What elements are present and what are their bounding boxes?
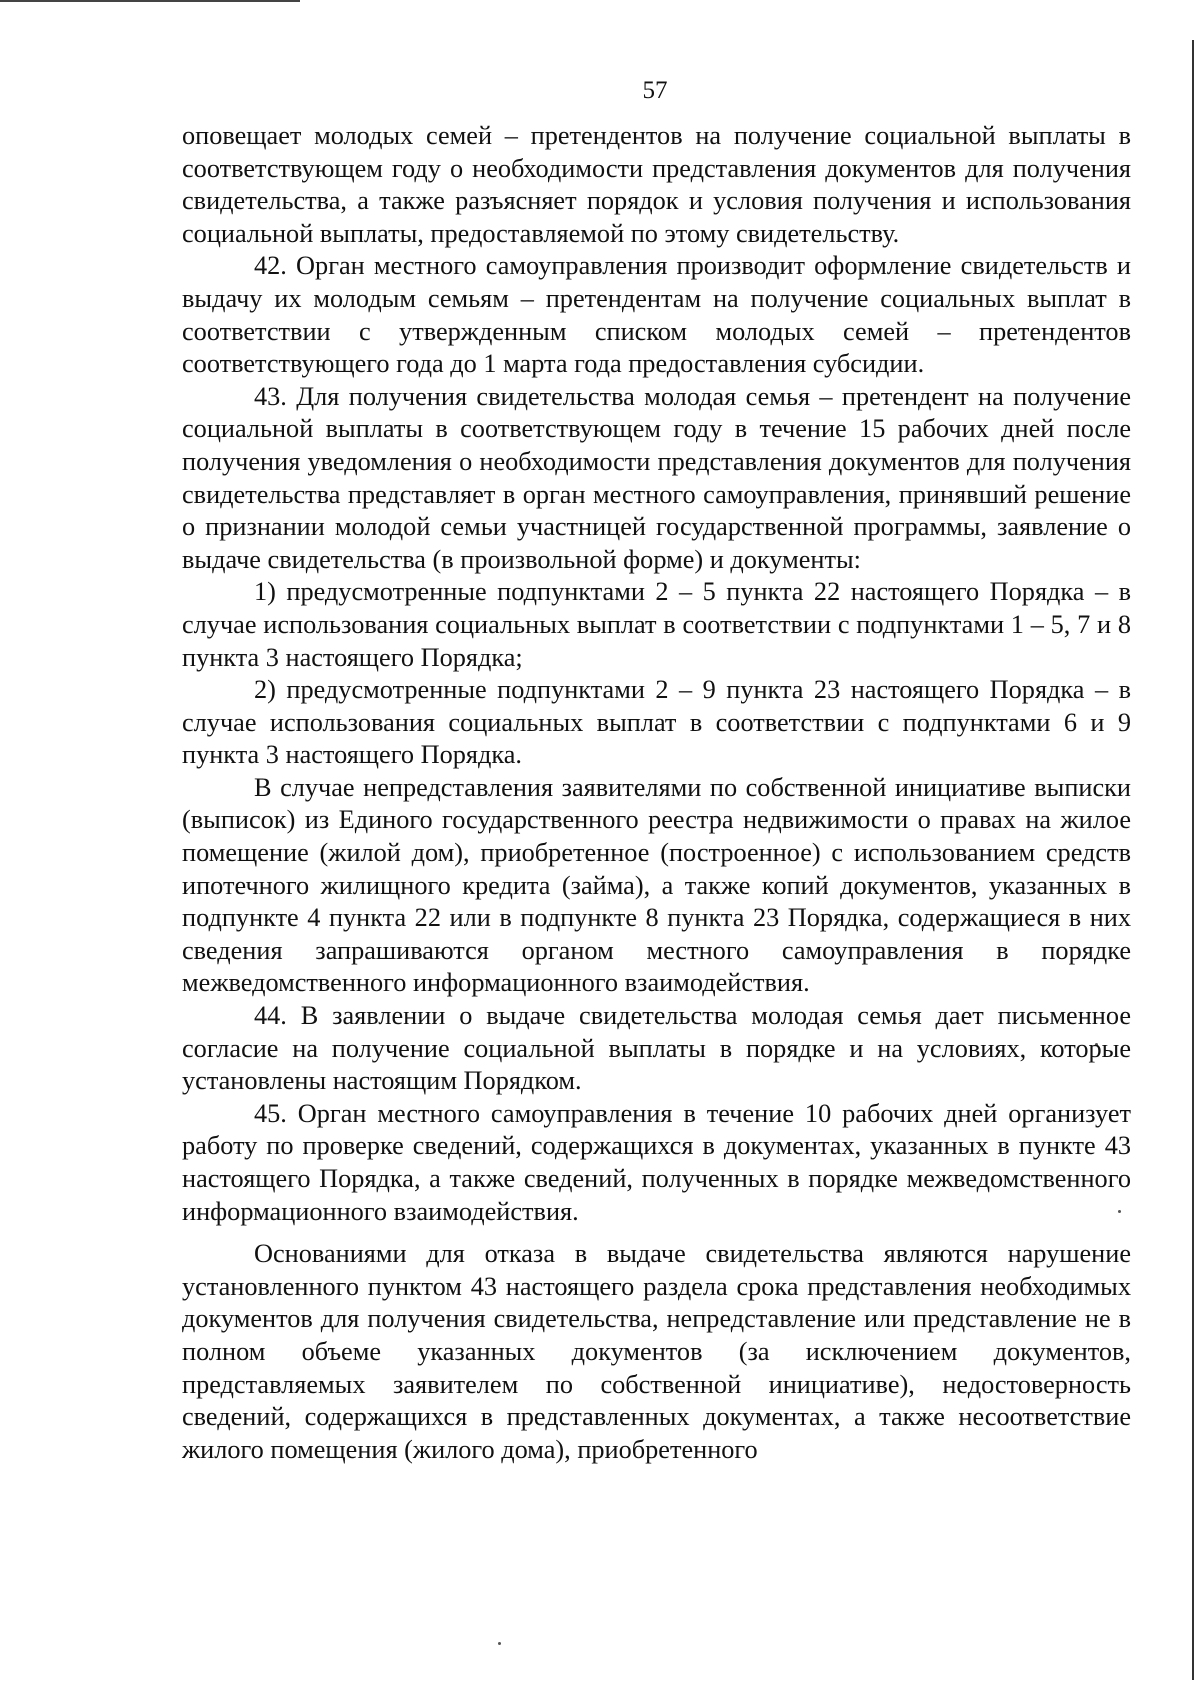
paragraph-43-item-1: 1) предусмотренные подпунктами 2 – 5 пункта 22 настоящего Порядка – в случае использования социальных выплат в соответствии с подпунктами 1 – 5, 7 и 8 пункта 3 настоящего Порядка;: [182, 577, 1131, 672]
paragraph-continuation: оповещает молодых семей – претендентов на получение социальной выплаты в соответствующем году о необходимости представления документов для получения свидетельства, а также разъясняет порядок и условия получения и использования социальной выплаты, предоставляемой по этому свидетельству.: [182, 121, 1131, 248]
scan-right-edge: [1192, 40, 1194, 1680]
paragraph-43: 43. Для получения свидетельства молодая семья – претендент на получение социальной выплаты в соответствующем году в течение 15 рабочих дней после получения уведомления о необходимости представления документов для получения свидетельства представляет в орган местного самоуправления, принявший решение о признании молодой семьи участницей государственной программы, заявление о выдаче свидетельства (в произвольной форме) и документы:: [182, 381, 1131, 574]
paragraph-43-item-2: 2) предусмотренные подпунктами 2 – 9 пункта 23 настоящего Порядка – в случае использования социальных выплат в соответствии с подпунктами 6 и 9 пункта 3 настоящего Порядка.: [182, 675, 1131, 770]
paragraph-45: 45. Орган местного самоуправления в течение 10 рабочих дней организует работу по проверке сведений, содержащихся в документах, указанных в пункте 43 настоящего Порядка, а также сведений, полученных в порядке межведомственного информационного взаимодействия.: [182, 1098, 1131, 1226]
document-body: [182, 120, 1131, 1466]
paragraph-43-nonsubmission: В случае непредставления заявителями по собственной инициативе выписки (выписок) из Единого государственного реестра недвижимости о правах на жилое помещение (жилой дом), приобретенное (построенное) с использованием средств ипотечного жилищного кредита (займа), а также копий документов, указанных в подпункте 4 пункта 22 или в подпункте 8 пункта 23 Порядка, содержащиеся в них сведения запрашиваются органом местного самоуправления в порядке межведомственного информационного взаимодействия.: [182, 772, 1131, 998]
paragraph-refusal-grounds: Основаниями для отказа в выдаче свидетельства являются нарушение установленного пунктом 43 настоящего раздела срока представления необходимых документов для получения свидетельства, непредставление или представление не в полном объеме указанных документов (за исключением документов, представляемых заявителем по собственной инициативе), недостоверность сведений, содержащихся в представленных документах, а также несоответствие жилого помещения (жилого дома), приобретенного: [182, 1239, 1131, 1464]
scan-top-rule: [0, 0, 300, 2]
paragraph-44: 44. В заявлении о выдаче свидетельства молодая семья дает письменное согласие на получение социальной выплаты в порядке и на условиях, которые установлены настоящим Порядком.: [182, 1001, 1131, 1096]
scan-speck: [498, 1642, 501, 1645]
paragraph-42: 42. Орган местного самоуправления производит оформление свидетельств и выдачу их молодым семьям – претендентам на получение социальных выплат в соответствии с утвержденным списком молодых семей – претендентов соответствующего года до 1 марта года предоставления субсидии.: [182, 251, 1131, 379]
page-number: 57: [642, 77, 668, 104]
